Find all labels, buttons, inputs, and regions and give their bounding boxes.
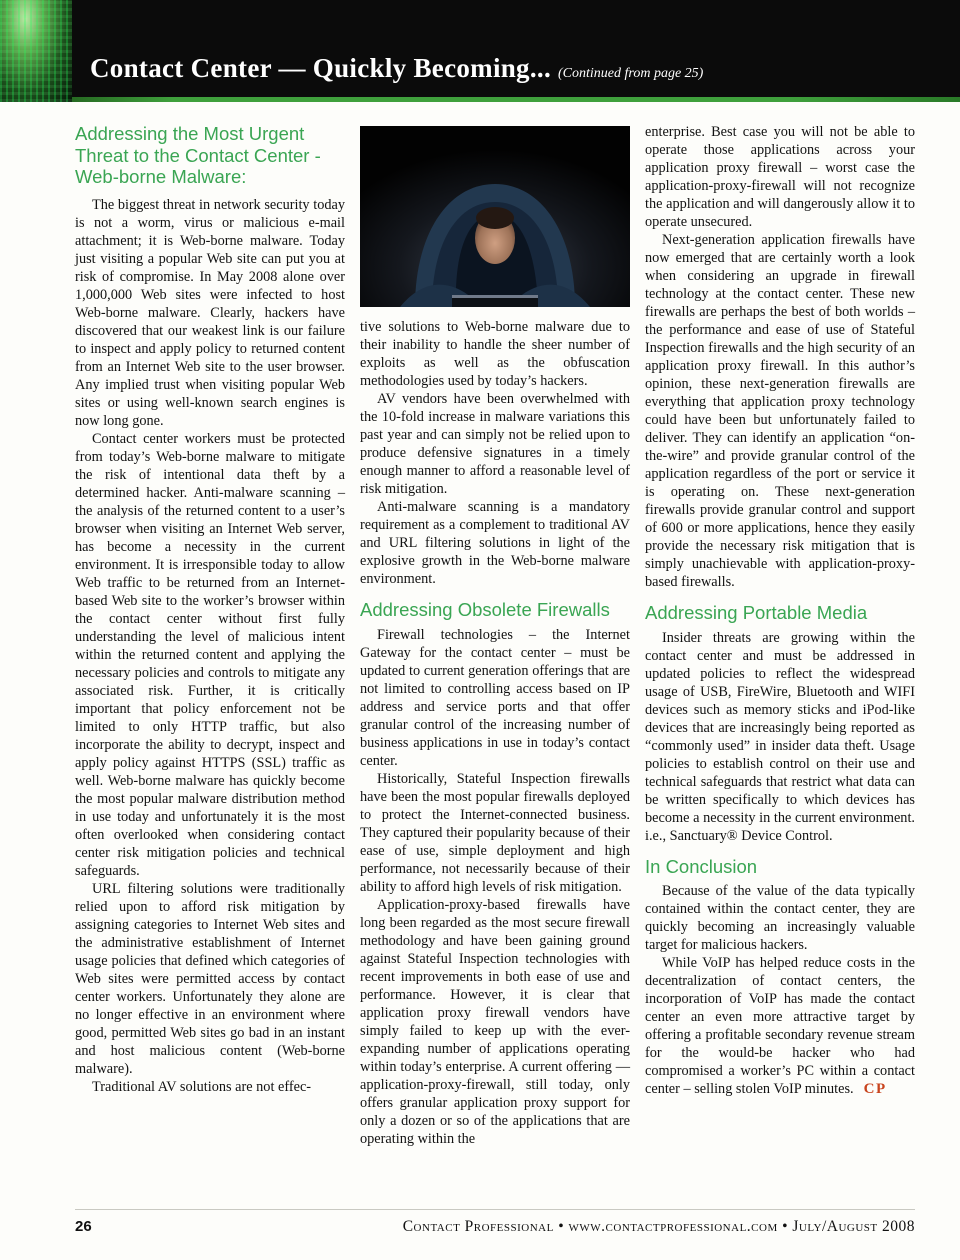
paragraph: Anti-malware scanning is a mandatory requirement as a complement to traditional AV and URL filtering solutions in light of the explosive growth in the Web-borne malware environment. [360,499,630,587]
article-title: Contact Center — Quickly Becoming... [90,53,552,83]
page-footer [75,1209,915,1236]
end-mark: CP [863,1081,887,1097]
page-number: 26 [75,1218,92,1235]
paragraph: The biggest threat in network security today is not a worm, virus or malicious e-mail attachment; it is Web-borne malware. Today just visiting a popular Web site can put you at risk of compromise. In May 2008 alone over 1,000,000 Web sites were infected to host Web-borne malware. Clearly, hackers have discovered that our weakest link is our failure to inspect and apply policy to returned content from an Internet Web site to the user browser. Any implied trust when visiting popular Web sites or using well-known search engines is now long gone. [75,196,345,429]
magazine-footer-line: Contact Professional • www.contactprofessional.com • July/August 2008 [402,1218,915,1235]
section-heading-malware: Addressing the Most Urgent Threat to the Contact Center - Web-borne Malware: [75,123,321,187]
section-heading-conclusion: In Conclusion [645,855,758,877]
header-title-group [90,53,703,84]
paragraph: URL filtering solutions were traditionally relied upon to afford risk mitigation by assigning categories to Internet Web sites and the administrative establishment of Internet usage policies that defined which categories of Web sites were permitted access by contact center workers. Unfortunately they alone are no longer effective in an environment where good, permitted Web sites go bad in an instant and host malicious content (Web-borne malware). [75,880,345,1077]
paragraph: enterprise. Best case you will not be able to operate those applications across your application proxy firewall – worst case the application-proxy-firewall will not recognize the application and will dangerously allow it to operate unsecured. [645,124,915,230]
paragraph: Firewall technologies – the Internet Gateway for the contact center – must be updated to current generation offerings that are not limited to controlling access based on IP address and service ports and that offer granular control of the increasing number of business applications in use in today’s contact center. [360,626,630,769]
page-header [0,0,960,97]
paragraph: Contact center workers must be protected from today’s Web-borne malware to mitigate the risk of intentional data theft by a determined hacker. Anti-malware scanning – the analysis of the returned content to a user’s browser when visiting an Internet Web server, has become a necessity in the current environment. It is irresponsible today to allow Web traffic to be returned from an Internet-based Web site to the worker’s browser within the contact center without first fully understanding the level of malicious intent within the returned content and applying the necessary policies and controls to mitigate any associated risk. Further, it is critically important that policy enforcement not be limited to only HTTP traffic, but also incorporate the ability to decrypt, inspect and apply policy against HTTPS (SSL) traffic as well. Web-borne malware has quickly become the most popular malware distribution method in use today and unfortunately it is the most often overlooked when considering contact center risk mitigation policies and technical safeguards. [75,430,345,879]
paragraph: Because of the value of the data typically contained within the contact center, they are quickly becoming an increasingly valuable target for malicious hackers. [645,883,915,953]
paragraph: Application-proxy-based firewalls have long been regarded as the most secure firewall methodology and have been gaining ground against Stateful Inspection technologies with recent improvements in both ease of use and performance. However, it is clear that application proxy firewall vendors have simply failed to keep up with the ever-expanding number of applications operating within today’s enterprise. A current offering — application-proxy-firewall, still today, only offers granular application proxy support for only a dozen or so of the applications that are operating within the [360,896,630,1147]
paragraph: Historically, Stateful Inspection firewalls have been the most popular firewalls deployed to protect the Internet-connected business. They captured their popularity because of their ease of use, simple deployment and high performance, not necessarily because of their ability to afford high levels of risk mitigation. [360,770,630,895]
section-heading-portable-media: Addressing Portable Media [645,602,868,623]
paragraph: Insider threats are growing within the contact center and must be addressed in updated policies to reflect the widespread usage of USB, FireWire, Bluetooth and WIFI devices such as memory sticks and iPod-like devices that are increasingly being reported as “commonly used” in insider data theft. Usage policies to establish control on their use and technical safeguards that restrict what data can be written specifically to which devices has become a necessity in the current environment. i.e., Sanctuary® Device Control. [645,629,915,844]
continued-note: (Continued from page 25) [558,66,704,81]
matrix-art-graphic [0,0,72,102]
column-2 [360,123,630,1148]
hooded-hacker-photo [360,126,630,307]
paragraph: AV vendors have been overwhelmed with the 10-fold increase in malware variations this past year and can simply not be relied upon to produce defensive signatures in a timely enough manner to afford a reasonable level of risk mitigation. [360,391,630,497]
closing-paragraph-text: While VoIP has helped reduce costs in the decentralization of contact centers, the incorporation of VoIP has made the contact center an even more attractive target by offering a profitable secondary revenue stream for the would-be hacker who had compromised a worker’s PC within a contact center – selling stolen VoIP minutes. [645,955,915,1097]
column-1 [75,123,345,1148]
paragraph: Next-generation application firewalls have now emerged that are certainly worth a look when considering an upgrade in firewall technology at the contact center. These new firewalls are perhaps the best of both worlds – the performance and ease of use of Stateful Inspection firewalls and the high security of an application proxy firewall. In this author’s opinion, these next-generation firewalls are everything that application proxy technology could have been but unfortunately failed to deliver. They can identify an application “on-the-wire” and provide granular control of the application regardless of the port or service it is operating on. These next-generation firewalls provide granular control and support of 600 or more applications, hence they easily provide the necessary risk mitigation that is simply unachievable with application-proxy-based firewalls. [645,232,915,590]
paragraph [645,954,915,1098]
paragraph: Traditional AV solutions are not effec- [92,1078,312,1095]
paragraph: tive solutions to Web-borne malware due to their inability to handle the sheer number of exploits as well as the obfuscation methodologies used by today’s hackers. [360,319,630,389]
section-heading-firewalls: Addressing Obsolete Firewalls [360,599,610,620]
article-body [0,102,960,1148]
column-3 [645,123,915,1148]
